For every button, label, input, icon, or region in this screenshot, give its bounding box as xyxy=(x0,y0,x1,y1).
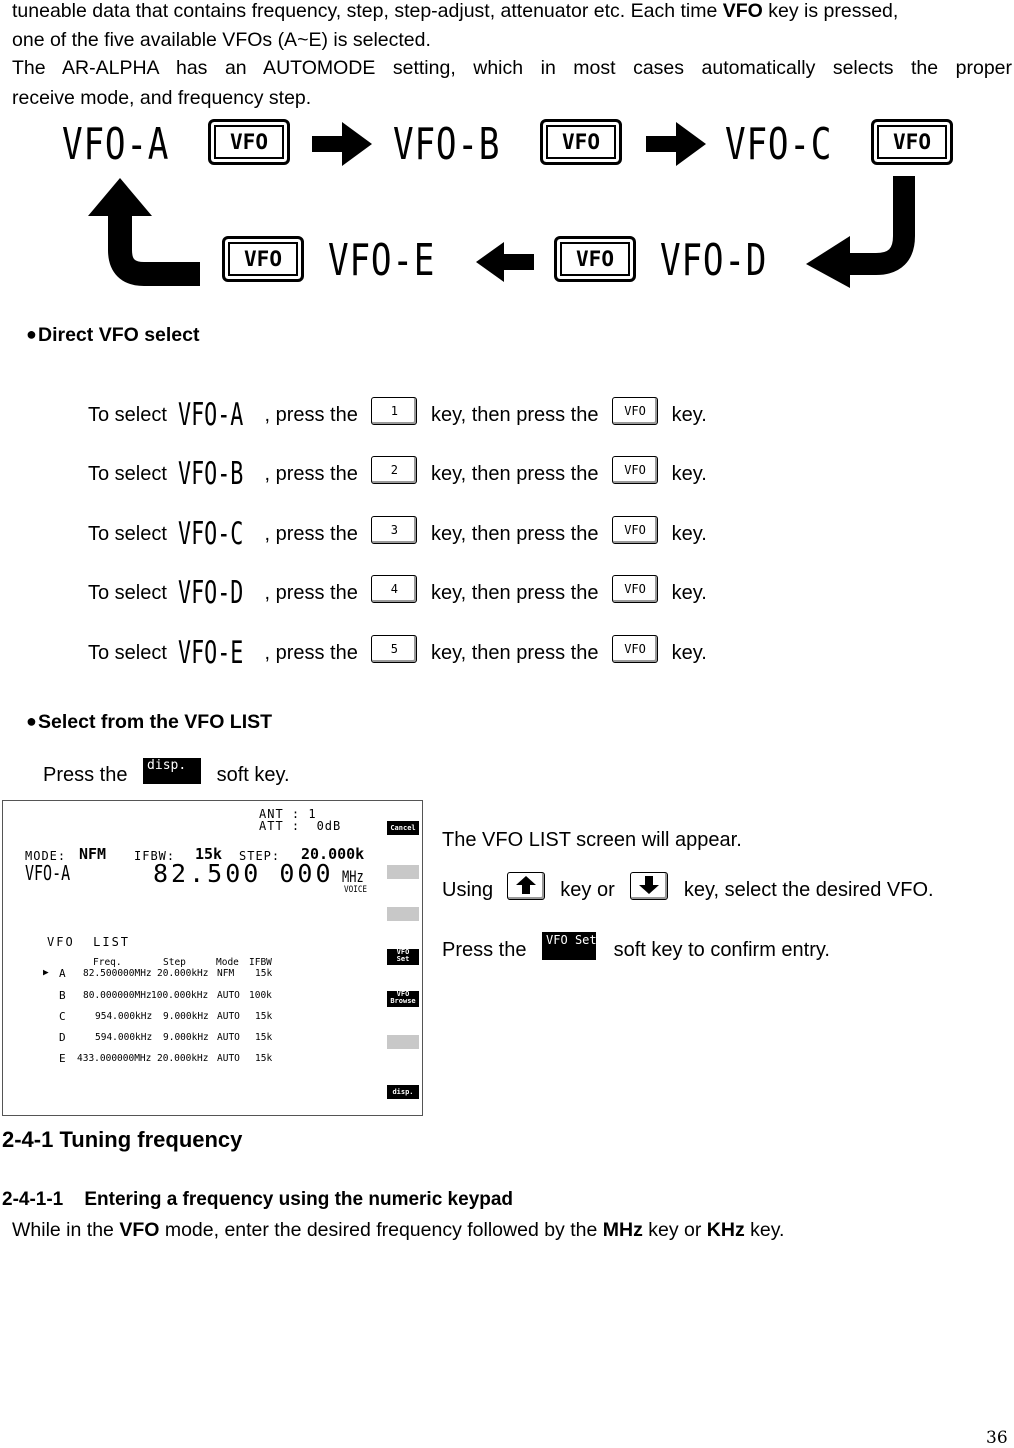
lcd-mode-value: NFM xyxy=(79,845,107,863)
lcd-row-mode: AUTO xyxy=(217,1053,240,1064)
lcd-frequency: 82.500 000 xyxy=(153,859,334,888)
bullet-icon: ● xyxy=(26,711,37,731)
lcd-row-step: 9.000kHz xyxy=(163,1032,209,1043)
vfo-key-icon: VFO xyxy=(208,119,290,165)
key-3-icon: 3 xyxy=(371,516,417,544)
lcd-row-step: 9.000kHz xyxy=(163,1011,209,1022)
vfo-list-desc-1: The VFO LIST screen will appear. xyxy=(442,829,742,851)
lcd-ant: ANT : 1 xyxy=(259,807,317,821)
vfo-cycle-diagram xyxy=(0,112,1014,292)
up-arrow-key-icon xyxy=(507,872,545,900)
vfo-key-icon: VFO xyxy=(612,516,658,544)
arrow-right-icon xyxy=(312,122,374,166)
lcd-row-ifbw: 15k xyxy=(255,968,273,979)
intro-line-3: The AR-ALPHA has an AUTOMODE setting, which in most cases automatically selects the proper xyxy=(12,57,1012,79)
vfo-b-label: VFO-B xyxy=(393,119,501,170)
section-title: 2-4-1 Tuning frequency xyxy=(2,1127,243,1152)
page-number: 36 xyxy=(986,1428,1008,1448)
lcd-row-freq: 82.500000MHz xyxy=(83,968,152,979)
lcd-step-value: 20.000k xyxy=(301,845,365,863)
disp-soft-key-icon: disp. xyxy=(143,758,201,784)
lcd-row-mode: AUTO xyxy=(217,1011,240,1022)
lcd-row-id: C xyxy=(59,1010,66,1023)
lcd-row-freq: 594.000kHz xyxy=(95,1032,153,1043)
lcd-ifbw-label: IFBW: xyxy=(134,849,176,863)
lcd-header-ifbw: IFBW xyxy=(249,957,272,968)
subsection-body: While in the VFO mode, enter the desired frequency followed by the MHz key or KHz key. xyxy=(12,1219,785,1241)
lcd-ifbw-value: 15k xyxy=(195,845,223,863)
vfo-list-heading: Select from the VFO LIST xyxy=(38,711,273,733)
vfo-c-label: VFO-C xyxy=(725,119,833,170)
lcd-voice: VOICE xyxy=(344,885,368,895)
key-2-icon: 2 xyxy=(371,456,417,484)
lcd-row-ifbw: 15k xyxy=(255,1053,273,1064)
press-disp-line: Press the disp. soft key. xyxy=(43,758,290,786)
lcd-row-ifbw: 100k xyxy=(249,990,272,1001)
vfo-key-icon: VFO xyxy=(612,397,658,425)
lcd-header-step: Step xyxy=(163,957,186,968)
subsection-title: 2-4-1-1 Entering a frequency using the numeric keypad xyxy=(2,1189,514,1210)
key-5-icon: 5 xyxy=(371,635,417,663)
curved-arrow-down-left-icon xyxy=(800,176,930,288)
direct-select-heading: Direct VFO select xyxy=(38,324,200,346)
lcd-vfo-name: VFO-A xyxy=(25,861,71,885)
lcd-softkey-vfo-set[interactable]: VFO Set xyxy=(387,949,419,965)
vfo-key-icon: VFO xyxy=(554,236,636,282)
arrow-left-icon xyxy=(476,242,536,282)
lcd-row-selector-icon: ▶ xyxy=(43,967,49,978)
key-1-icon: 1 xyxy=(371,397,417,425)
direct-select-row: To select VFO-A , press the 1 key, then press the VFO key. xyxy=(88,397,707,433)
intro-line-4: receive mode, and frequency step. xyxy=(12,87,312,109)
lcd-header-mode: Mode xyxy=(216,957,239,968)
lcd-row-step: 20.000kHz xyxy=(157,968,209,979)
curved-arrow-up-icon xyxy=(84,174,204,288)
lcd-row-id: D xyxy=(59,1031,66,1044)
lcd-softkey-cancel[interactable]: Cancel xyxy=(387,821,419,835)
vfo-key-icon: VFO xyxy=(612,575,658,603)
lcd-unit: MHz xyxy=(342,867,364,886)
lcd-softkey-vfo-browse[interactable]: VFO Browse xyxy=(387,991,419,1007)
bullet-icon: ● xyxy=(26,324,37,344)
direct-select-row: To select VFO-B , press the 2 key, then press the VFO key. xyxy=(88,456,707,492)
direct-select-row: To select VFO-E , press the 5 key, then press the VFO key. xyxy=(88,635,707,671)
vfo-key-icon: VFO xyxy=(222,236,304,282)
vfo-a-label: VFO-A xyxy=(62,119,170,170)
lcd-row-freq: 954.000kHz xyxy=(95,1011,153,1022)
lcd-row-mode: AUTO xyxy=(217,990,240,1001)
lcd-softkey-blank[interactable] xyxy=(387,865,419,879)
lcd-row-mode: NFM xyxy=(217,968,235,979)
vfo-list-desc-2: Using key or key, select the desired VFO. xyxy=(442,872,934,908)
intro-line-1: tuneable data that contains frequency, step, step-adjust, attenuator etc. Each time VFO key is pressed, xyxy=(12,0,899,22)
intro-line-2: one of the five available VFOs (A~E) is selected. xyxy=(12,29,431,51)
lcd-softkey-blank[interactable] xyxy=(387,1035,419,1049)
lcd-row-id: B xyxy=(59,989,66,1002)
lcd-row-id: E xyxy=(59,1052,66,1065)
lcd-step-label: STEP: xyxy=(239,849,281,863)
vfo-e-label: VFO-E xyxy=(328,235,436,286)
lcd-row-ifbw: 15k xyxy=(255,1032,273,1043)
lcd-row-step: 20.000kHz xyxy=(157,1053,209,1064)
lcd-mode-label: MODE: xyxy=(25,849,67,863)
lcd-row-mode: AUTO xyxy=(217,1032,240,1043)
lcd-att: ATT : 0dB xyxy=(259,819,342,833)
lcd-softkey-disp[interactable]: disp. xyxy=(387,1085,419,1099)
vfo-key-icon: VFO xyxy=(612,635,658,663)
lcd-row-ifbw: 15k xyxy=(255,1011,273,1022)
direct-select-row: To select VFO-C , press the 3 key, then press the VFO key. xyxy=(88,516,707,552)
vfo-d-label: VFO-D xyxy=(660,235,768,286)
vfo-list-desc-3: Press the VFO Set soft key to confirm entry. xyxy=(442,933,830,961)
vfo-key-icon: VFO xyxy=(540,119,622,165)
vfo-list-lcd-screen xyxy=(2,800,423,1116)
key-4-icon: 4 xyxy=(371,575,417,603)
lcd-row-freq: 80.000000MHz xyxy=(83,990,152,1001)
lcd-header-freq: Freq. xyxy=(93,957,122,968)
arrow-right-icon xyxy=(646,122,708,166)
down-arrow-key-icon xyxy=(630,872,668,900)
lcd-softkey-blank[interactable] xyxy=(387,907,419,921)
direct-select-row: To select VFO-D , press the 4 key, then press the VFO key. xyxy=(88,575,707,611)
vfo-key-icon: VFO xyxy=(612,456,658,484)
lcd-row-step: 100.000kHz xyxy=(151,990,209,1001)
vfo-set-soft-key-icon: VFO Set xyxy=(542,932,596,960)
lcd-row-id: A xyxy=(59,967,66,980)
vfo-key-icon: VFO xyxy=(871,119,953,165)
lcd-list-title: VFO LIST xyxy=(47,935,131,949)
lcd-row-freq: 433.000000MHz xyxy=(77,1053,152,1064)
